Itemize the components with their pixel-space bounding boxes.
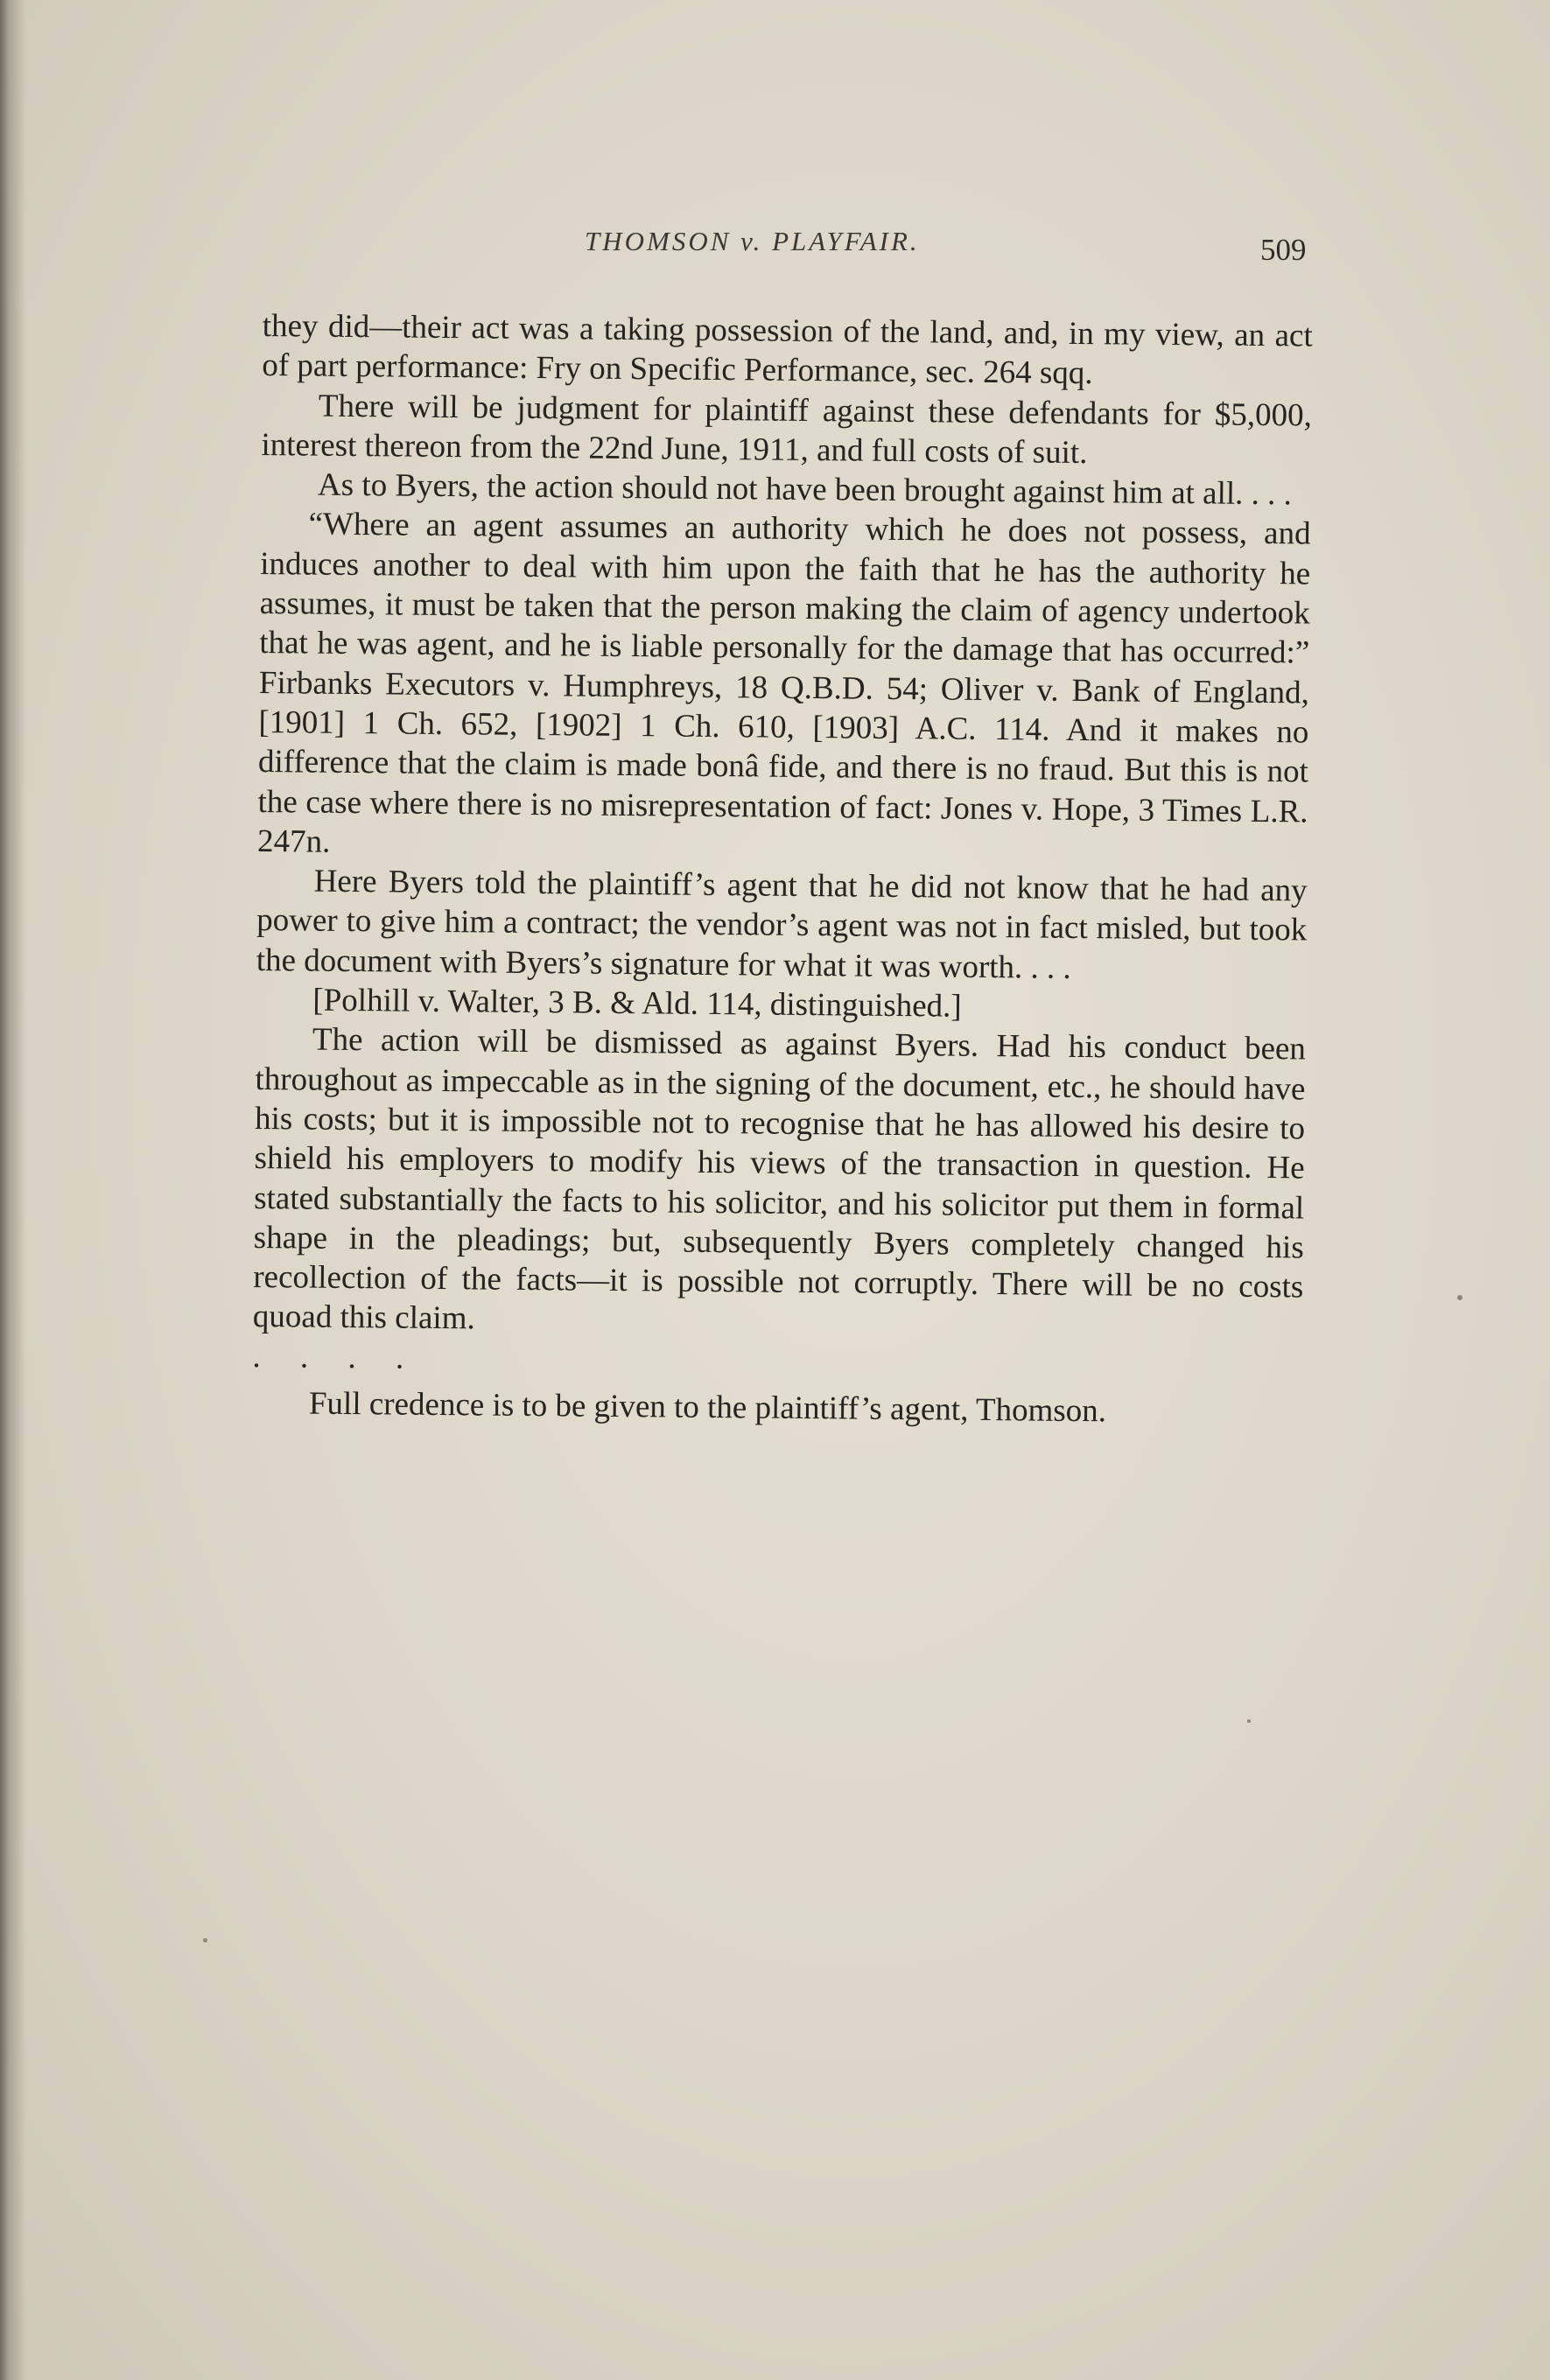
running-head [0,226,1550,278]
ellipsis-line: . . . . [252,1338,420,1376]
paragraph-judgment: There will be judgment for plaintiff against these defendants for $5,000, interest thereon from the 22nd June, 1911, and full costs of suit. [261,388,1313,471]
paper-speck [203,1938,207,1942]
running-title: THOMSON v. PLAYFAIR. [585,226,920,256]
body-text [252,306,1313,1432]
paragraph-final: Full credence is to be given to the plaintiff’s agent, Thomson. [308,1385,1107,1430]
paragraph-byers: As to Byers, the action should not have been brought against him at all. . . . [317,466,1293,513]
binding-gutter-shadow [0,0,26,2380]
paper-speck [1457,1295,1462,1300]
paragraph-dismissal: The action will be dismissed as against Byers. Had his conduct been throughout as impeccable as in the signing of the document, etc., he should have his costs; but it is impossible not to recognise that he has allowed his desire to shield his employers to modify his views of the transaction in question. He stated substantially the facts to his solicitor, and his solicitor put them in formal shape in the pleadings; but, subsequently Byers completely changed his recollection of the facts—it is possible not corruptly. There will be no costs quoad this claim. [252,1021,1307,1337]
paragraph-quotation: “Where an agent assumes an authority which he does not possess, and induces another to deal with him upon the faith that he has the authority he assumes, it must be taken that the person making the claim of agency undertook that he was agent, and he is liable personally for the damage that has occurred:” Firbanks Executors v. Humphreys, 18 Q.B.D. 54; Oliver v. Bank of England, [1901] 1 Ch. 652, [1902] 1 Ch. 610, [1903] A.C. 114. And it makes no difference that the claim is made bonâ fide, and there is no fraud. But this is not the case where there is no misrepresentation of fact: Jones v. Hope, 3 Times L.R. 247n. [256,507,1311,860]
paragraph-here-byers: Here Byers told the plaintiff’s agent that he did not know that he had any power to give him a contract; the vendor’s agent was not in fact misled, but took the document with Byers’s signature for what it was worth. . . . [256,863,1308,986]
paragraph-polhill: [Polhill v. Walter, 3 B. & Ald. 114, distinguished.] [312,982,962,1025]
page-number: 509 [1260,233,1307,267]
paper-speck [1247,1719,1251,1723]
paragraph-continuation: they did—their act was a taking possession of the land, and, in my view, an act of part performance: Fry on Specific Performance, sec. 264 sqq. [262,307,1313,392]
